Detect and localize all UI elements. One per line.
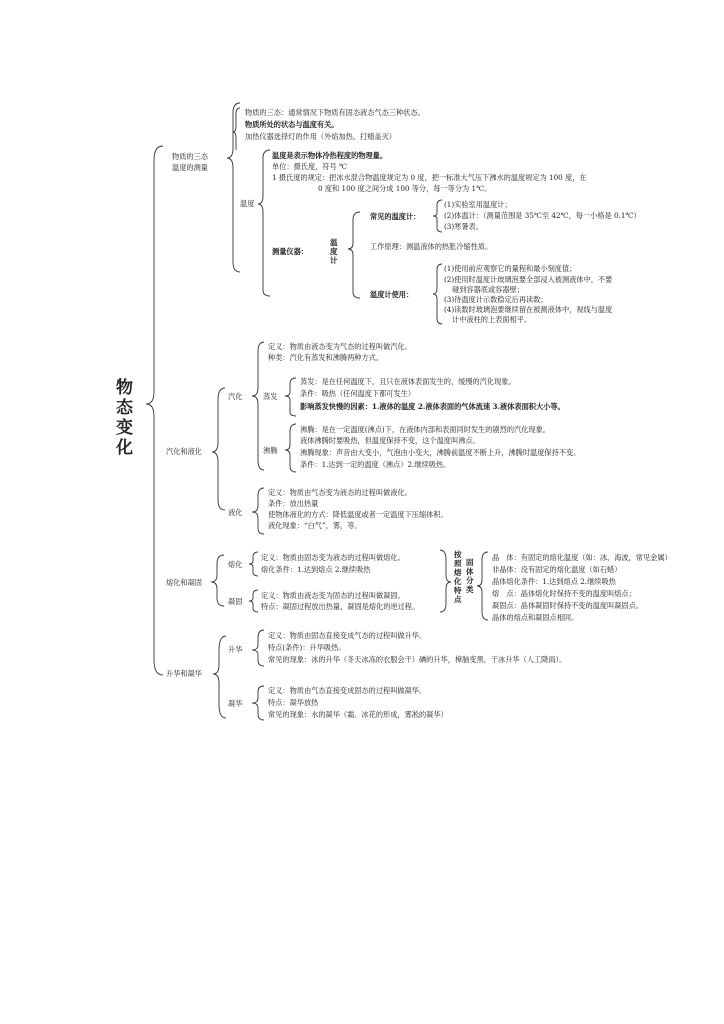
- sublimation-label: 升华: [228, 645, 243, 654]
- vaporization-kinds: 种类：汽化有蒸发和沸腾两种方式。: [268, 353, 384, 362]
- temperature-label: 温度: [240, 199, 255, 208]
- common-thermometer-label: 常见的温度计：: [370, 212, 421, 221]
- crystal-melting-condition: 晶体熔化条件：1.达到熔点 2.继续吸热: [492, 577, 616, 586]
- temperature-unit: 单位：摄氏度，符号 ℃: [272, 162, 348, 171]
- same-point-line: 晶体的熔点和凝固点相同。: [492, 613, 579, 622]
- thermometer-vertical-label: 温度计: [330, 238, 338, 265]
- freezing-definition: 定义：物质由液态变为固态的过程叫做凝固。: [261, 591, 405, 600]
- root-title: 物态变化: [116, 378, 133, 458]
- topic-states-label: 物质的三态: [172, 152, 208, 161]
- states-line3: 加热仪器选择灯的作用（外焰加热、打蜡盖灭）: [245, 132, 396, 141]
- melting-definition: 定义：物质由固态变为液态的过程叫做熔化。: [261, 553, 405, 562]
- boiling-label: 沸腾: [263, 446, 278, 455]
- crystal-line: 晶 体：有固定的熔化温度（如：冰、海波，常见金属）: [492, 553, 672, 562]
- freezing-label: 凝固: [228, 597, 243, 606]
- solid-classification-vertical: 固体分类: [466, 558, 474, 594]
- vaporization-definition: 定义：物质由液态变为气态的过程叫做汽化。: [268, 342, 412, 351]
- melting-label: 熔化: [228, 560, 243, 569]
- topic-temperature-measure-label: 温度的测量: [172, 163, 208, 172]
- boiling-1: 沸腾：是在一定温度(沸点)下，在液体内部和表面同时发生的剧烈的汽化现象。: [300, 425, 550, 434]
- celsius-definition-1: 1 摄氏度的规定：把冰水混合物温度规定为 0 度，把一标准大气压下沸水的温度规定为 100 度，在: [272, 173, 587, 182]
- liquefaction-phenomena: 液化现象：“白气”，雾，等。: [268, 521, 362, 530]
- usage-2b: 碰到容器底或容器壁；: [452, 285, 524, 294]
- instrument-label: 测量仪器：: [272, 247, 308, 256]
- boiling-4: 条件：1.达到一定的温度（沸点）2.继续吸热。: [300, 460, 451, 469]
- freezing-feature: 特点：凝固过程放出热量，凝固是熔化的逆过程。: [261, 602, 420, 611]
- vaporization-label: 汽化: [228, 392, 243, 401]
- topic-melting-freezing-label: 熔化和凝固: [166, 578, 202, 587]
- freezing-point-line: 凝固点：晶体凝固时保持不变的温度叫凝固点。: [492, 601, 643, 610]
- usage-3: (3)待温度计示数稳定后再读数；: [444, 295, 548, 304]
- sublimation-phenomena: 常见的现象：冰的升华（冬天冰冻的衣服会干）碘的升华，樟脑变黑，干冰升华（人工降雨）。: [268, 655, 567, 664]
- classification-basis-vertical: 按照熔化特点: [454, 550, 462, 604]
- sublimation-feature: 特点(条件)：升华吸热。: [268, 643, 346, 652]
- evaporation-3: 影响蒸发快慢的因素：1.液体的温度 2.液体表面的气体流速 3.液体表面积大小等。: [300, 402, 565, 411]
- sublimation-definition: 定义：物质由固态直接变成气态的过程叫做升华。: [268, 631, 427, 640]
- deposition-phenomena: 常见的现象：水的凝华（霜、冰花的形成，雾凇的凝华）: [268, 710, 448, 719]
- boiling-3: 沸腾现象：声音由大变小，气泡由小变大，沸腾前温度不断上升，沸腾时温度保持不变。: [300, 448, 581, 457]
- usage-2: (2)使用时温度计玻璃泡要全部浸入被测液体中，不要: [444, 275, 613, 284]
- temperature-definition: 温度是表示物体冷热程度的物理量。: [272, 151, 388, 160]
- states-line1: 物质的三态：通常情况下物质有固态液态气态三种状态。: [245, 108, 425, 117]
- melting-point-line: 熔 点：晶体熔化时保持不变的温度叫熔点；: [492, 589, 636, 598]
- usage-label: 温度计使用：: [370, 290, 414, 299]
- melting-condition: 熔化条件：1.达到熔点 2.继续吸热: [261, 565, 371, 574]
- deposition-feature: 特点：凝华放热: [268, 698, 319, 707]
- amorphous-line: 非晶体：没有固定的熔化温度（如石蜡）: [492, 565, 622, 574]
- celsius-definition-2: 0 度和 100 度之间分成 100 等分，每一等分为 1℃。: [318, 184, 492, 193]
- boiling-2: 液体沸腾时要吸热，但温度保持不变，这个温度叫沸点。: [300, 436, 480, 445]
- usage-4b: 计中液柱的上表面相平。: [452, 315, 532, 324]
- evaporation-1: 蒸发：是在任何温度下，且只在液体表面发生的，缓慢的汽化现象。: [300, 377, 516, 386]
- states-line2: 物质所处的状态与温度有关。: [245, 120, 339, 129]
- liquefaction-method: 使物体液化的方式：降低温度或者一定温度下压缩体积。: [268, 510, 448, 519]
- topic-sublimation-deposition-label: 升华和凝华: [166, 669, 202, 678]
- evaporation-2: 条件：吸热（任何温度下都可发生）: [300, 389, 416, 398]
- usage-4: (4)读数时玻璃泡要继续留在被测液体中，视线与温度: [444, 305, 613, 314]
- deposition-definition: 定义：物质由气态直接变成固态的过程叫做凝华。: [268, 686, 427, 695]
- common-thermometer-1: (1)实验室用温度计；: [444, 200, 512, 209]
- evaporation-label: 蒸发: [263, 392, 278, 401]
- common-thermometer-3: (3)寒暑表。: [444, 222, 483, 231]
- topic-vaporization-liquefaction-label: 汽化和液化: [166, 447, 202, 456]
- working-principle: 工作原理：测温液体的热胀冷缩性质。: [370, 242, 493, 251]
- common-thermometer-2: (2)体温计：（测量范围是 35℃至 42℃，每一小格是 0.1℃）: [444, 211, 641, 220]
- usage-1: (1)使用前应观察它的量程和最小刻度值；: [444, 264, 577, 273]
- deposition-label: 凝华: [228, 699, 243, 708]
- liquefaction-label: 液化: [228, 508, 243, 517]
- liquefaction-definition: 定义：物质由气态变为液态的过程叫做液化。: [268, 488, 412, 497]
- liquefaction-condition: 条件：放出热量: [268, 499, 319, 508]
